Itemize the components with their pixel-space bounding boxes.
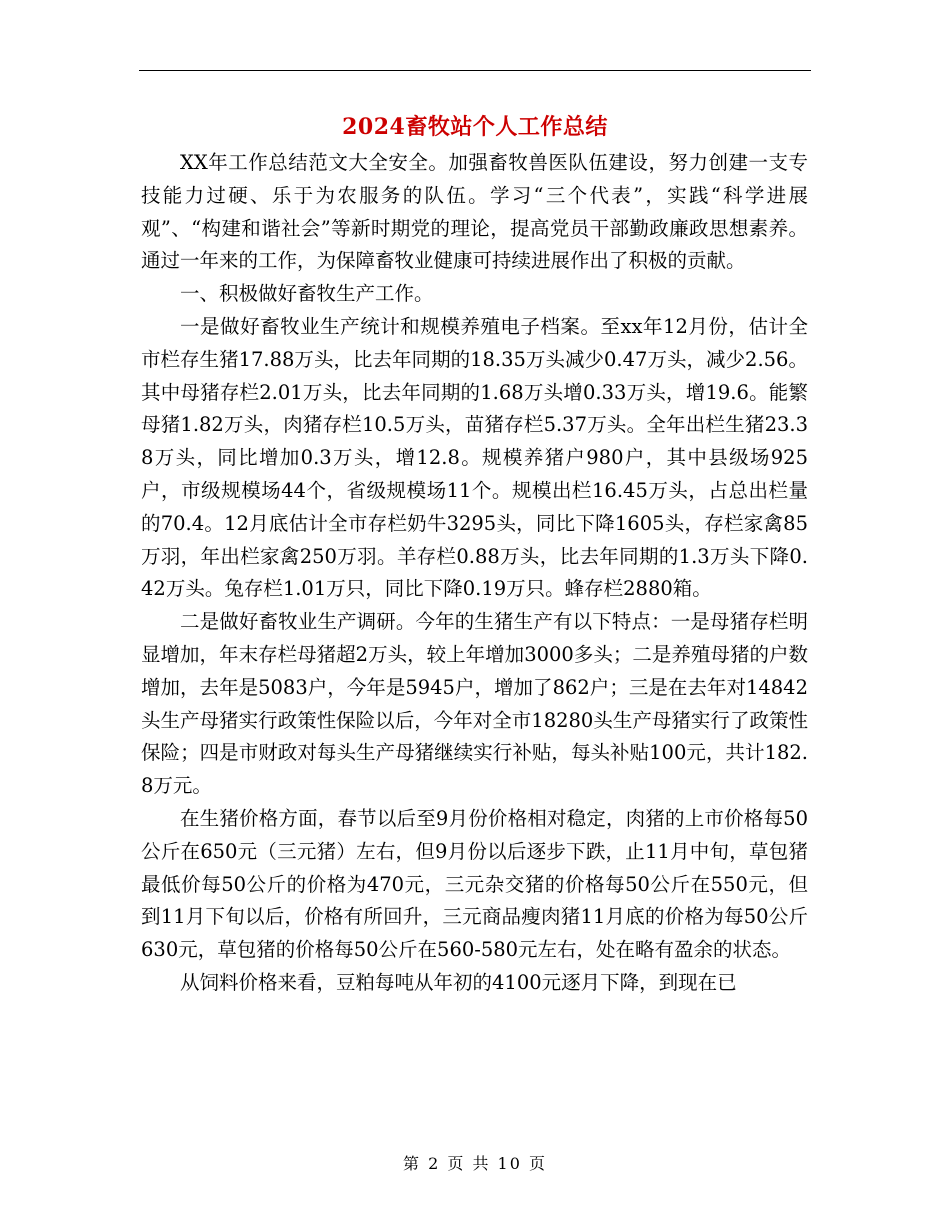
paragraph-pig-prices: 在生猪价格方面，春节以后至9月份价格相对稳定，肉猪的上市价格每50公斤在650元（三元猪）左右，但9月份以后逐步下跌，止11月中旬，草包猪最低价每50公斤的价格为470元，三元杂交猪的价格每50公斤在550元，但到11月下旬以后，价格有所回升，三元商品瘦肉猪11月底的价格为每50公斤630元，草包猪的价格每50公斤在560-580元左右，处在略有盈余的状态。 <box>141 806 808 962</box>
document-title: 2024畜牧站个人工作总结 <box>342 114 608 140</box>
paragraph-section-heading: 一、积极做好畜牧生产工作。 <box>180 282 434 306</box>
paragraph-intro: XX年工作总结范文大全安全。加强畜牧兽医队伍建设，努力创建一支专技能力过硬、乐于为农服务的队伍。学习“三个代表”，实践“科学进展观”、“构建和谐社会”等新时期党的理论，提高党员干部勤政廉政思想素养。通过一年来的工作，为保障畜牧业健康可持续进展作出了积极的贡献。 <box>141 151 808 273</box>
paragraph-research: 二是做好畜牧业生产调研。今年的生猪生产有以下特点：一是母猪存栏明显增加，年末存栏母猪超2万头，较上年增加3000多头；二是养殖母猪的户数增加，去年是5083户，今年是5945户，增加了862户；三是在去年对14842头生产母猪实行政策性保险以后，今年对全市18280头生产母猪实行了政策性保险；四是市财政对每头生产母猪继续实行补贴，每头补贴100元，共计182.8万元。 <box>141 610 808 798</box>
page-footer <box>0 1152 950 1176</box>
document-body <box>141 147 808 1000</box>
paragraph-statistics: 一是做好畜牧业生产统计和规模养殖电子档案。至xx年12月份，估计全市栏存生猪17.88万头，比去年同期的18.35万头减少0.47万头，减少2.56。其中母猪存栏2.01万头，比去年同期的1.68万头增0.33万头，增19.6。能繁母猪1.82万头，肉猪存栏10.5万头，苗猪存栏5.37万头。全年出栏生猪23.38万头，同比增加0.3万头，增12.8。规模养猪户980户，其中县级场925户，市级规模场44个，省级规模场11个。规模出栏16.45万头，占总出栏量的70.4。12月底估计全市存栏奶牛3295头，同比下降1605头，存栏家禽85万羽，年出栏家禽250万羽。羊存栏0.88万头，比去年同期的1.3万头下降0.42万头。兔存栏1.01万只，同比下降0.19万只。蜂存栏2880箱。 <box>141 314 808 601</box>
page-number: 第 2 页 共 10 页 <box>403 1154 547 1173</box>
paragraph-feed-prices: 从饲料价格来看，豆粕每吨从年初的4100元逐月下降，到现在已 <box>180 970 737 994</box>
header-rule <box>139 70 811 71</box>
